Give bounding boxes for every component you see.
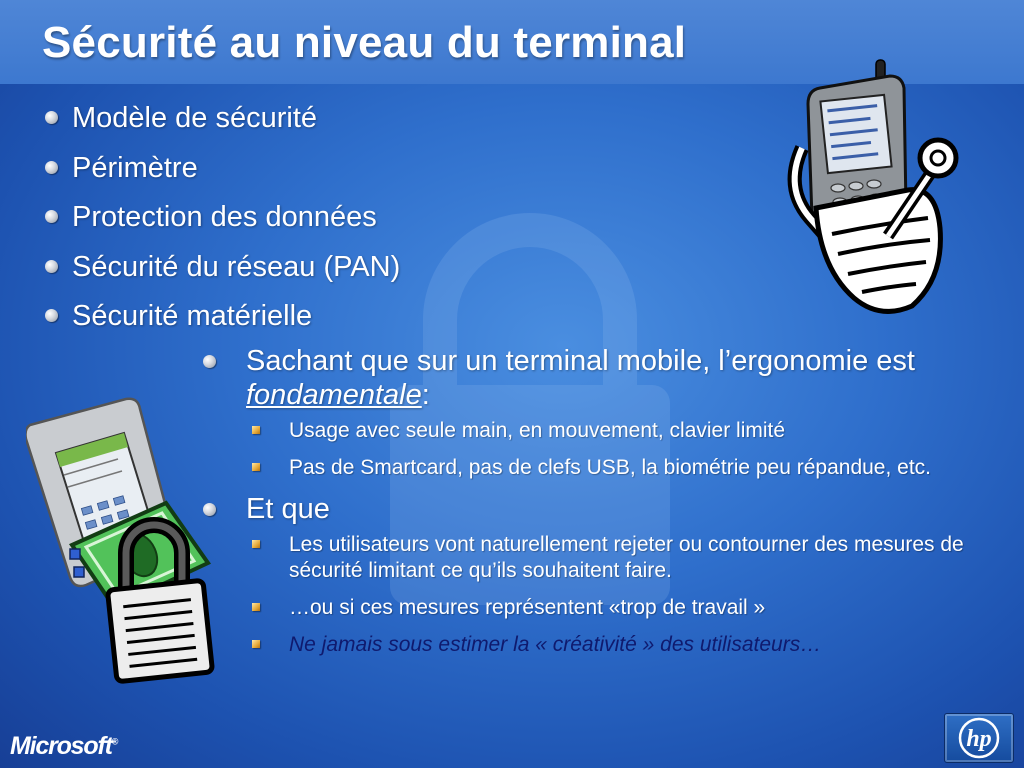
hp-logo [944,713,1014,763]
top-bullet-list [42,94,400,342]
bullet-icon [45,210,58,223]
hp-logo-text: hp [966,726,992,752]
sub-text: …ou si ces mesures représentent «trop de travail » [289,596,766,619]
point1-colon: : [421,379,430,411]
point2-text: Et que [246,493,330,525]
bullet-icon [45,309,58,322]
list-item [42,193,400,243]
bullet-icon [45,111,58,124]
sub-bullet-icon [252,603,260,611]
sub-text: Pas de Smartcard, pas de clefs USB, la biométrie peu répandue, etc. [289,456,932,479]
pda-money-padlock-icon [26,395,226,685]
list-item [42,292,400,342]
bullet-icon [45,161,58,174]
list-item-point1 [200,344,1000,481]
list-item [42,94,400,144]
sub-list-item [246,595,1000,621]
list-item-point2 [200,492,1000,658]
registered-mark: ® [111,736,119,747]
point2-sub-list [246,532,1000,658]
sub-list-item [246,632,1000,658]
bullet-text: Protection des données [72,201,377,233]
list-item [42,144,400,194]
sub-text: Usage avec seule main, en mouvement, clavier limité [289,419,786,442]
bullet-text: Périmètre [72,151,198,184]
sub-bullet-icon [252,540,260,548]
sub-bullet-icon [252,426,260,434]
sub-bullet-icon [252,640,260,648]
sub-text-italic: Ne jamais sous estimer la « créativité » des utilisateurs… [289,633,822,656]
bullet-text: Sécurité du réseau (PAN) [72,250,401,283]
sub-bullet-icon [252,463,260,471]
microsoft-logo [10,732,118,761]
bullet-text: Sécurité matérielle [72,300,313,332]
bullet-icon [203,355,216,368]
bullet-icon [45,260,58,273]
point1-text: Sachant que sur un terminal mobile, l’ergonomie est [246,345,915,377]
point1-emphasis: fondamentale [246,379,422,411]
point1-sub-list [246,418,1000,481]
list-item [42,243,400,293]
hp-logo-icon [945,714,1013,762]
slide-title: Sécurité au niveau du terminal [42,18,687,67]
bullet-text: Modèle de sécurité [72,102,318,134]
main-bullet-list [200,344,1000,669]
sub-list-item [246,418,1000,444]
sub-list-item [246,532,1000,584]
phone-padlock-key-icon [780,58,960,318]
sub-list-item [246,455,1000,481]
microsoft-logo-text: Microsoft [10,732,112,760]
sub-text: Les utilisateurs vont naturellement rejeter ou contourner des mesures de sécurité limitant ce qu’ils souhaitent faire. [289,533,964,582]
